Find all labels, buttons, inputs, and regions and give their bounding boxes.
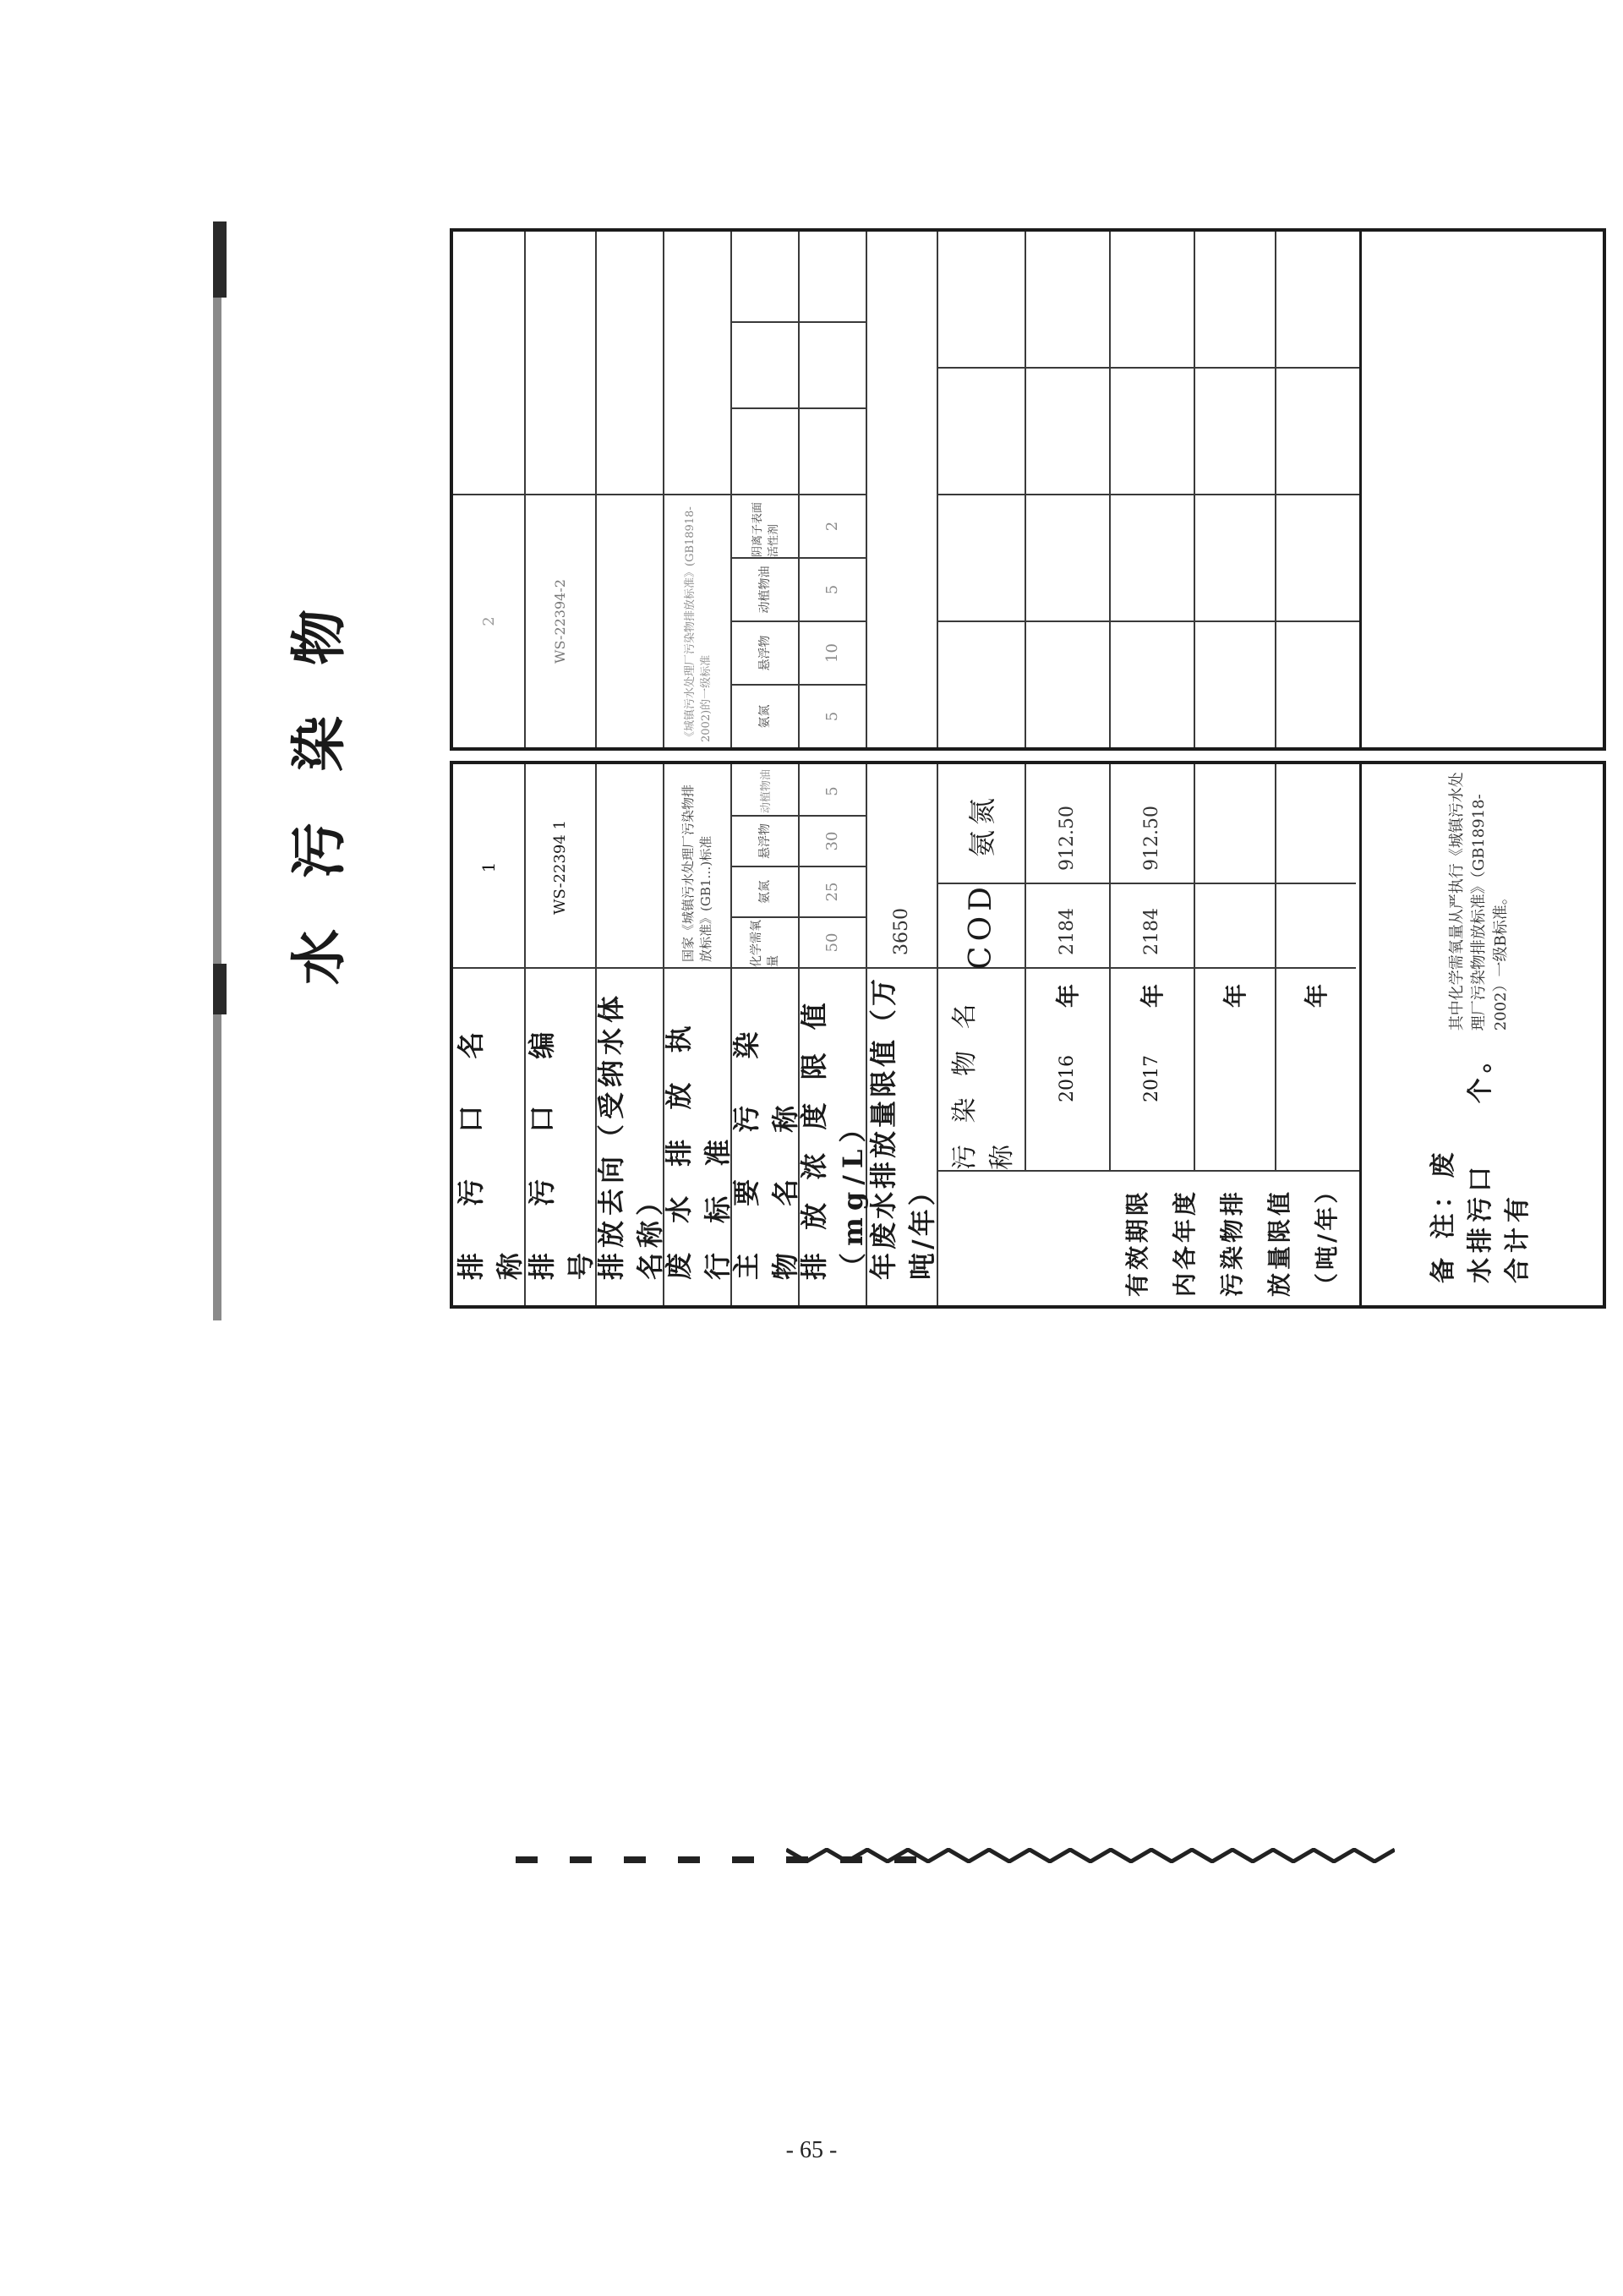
r-pol-blank-3 [730,235,798,321]
year-suffix-2016: 年 [1054,984,1082,1009]
label-concentration: 排 放 浓 度 限 值（mg/L） [798,967,866,1305]
label-annual-volume: 年废水排放量限值（万吨/年） [866,967,937,1305]
annual-row-blank-1 [1194,764,1276,1170]
value-receiving-water-1 [595,768,663,967]
value-annual-volume: 3650 [890,908,912,955]
r-row-concentration [798,232,867,747]
annual-limits-block [937,764,1362,1305]
year-2016: 2016 [1056,1055,1078,1102]
label-standard: 废 水 排 放 执 行 标 准 [663,967,730,1305]
r-grid-col-2 [937,494,1359,620]
row-pollutants [730,764,800,1305]
r-row-receiving [595,232,664,747]
r-row-standard [663,232,732,747]
value-standard-2: 《城镇污水处理厂污染物排放标准》(GB18918-2002)的一级标准 [663,494,730,747]
r-pol-blank-1 [730,407,798,494]
conc-2-4: 2 [798,494,866,557]
col-cod-header: COD [937,883,1025,967]
nh3-blank-2 [1275,768,1356,883]
row-standard [663,764,732,1305]
pollutant-1-2: 氨氮 [730,866,798,916]
pollutant-2-2: 悬浮物 [730,620,798,684]
value-outlet-name-2: 2 [453,494,524,747]
cod-2017: 2184 [1109,883,1194,967]
rotated-permit-page [213,218,1623,1326]
col-nh3-header: 氨氮 [966,793,998,858]
conc-1-3: 30 [798,815,866,866]
r-blank-receiving [595,235,663,494]
value-standard-1: 国家《城镇污水处理厂污染物排放标准》(GB1…)标准 [680,784,713,962]
r-conc-blank-1 [798,407,866,494]
value-outlet-code-1: WS-22394 1 [550,820,569,916]
r-grid-col-3 [937,367,1359,494]
year-suffix-2017: 年 [1139,984,1167,1009]
value-receiving-water-2 [595,494,663,747]
row-receiving-water [595,764,664,1305]
r-grid-col-1 [937,620,1359,747]
r-row-annual-volume [866,232,938,747]
year-suffix-blank-2: 年 [1303,984,1331,1009]
annual-row-blank-2 [1275,764,1356,1170]
pollutant-1-4: 动植物油 [759,769,773,814]
r-row-outlet-name [453,232,526,747]
r-row-outlet-code [524,232,597,747]
year-suffix-blank-1: 年 [1221,984,1249,1009]
conc-1-4: 5 [822,786,841,796]
value-outlet-name-1: 1 [478,861,499,873]
nh3-blank-1 [1194,768,1275,883]
label-receiving-water: 排放去向（受纳水体名称） [595,967,663,1305]
conc-2-1: 5 [798,684,866,747]
pollutant-2-4: 阴离子表面活性剂 [730,494,798,557]
permit-table-left [450,761,1606,1309]
r-conc-blank-2 [798,321,866,407]
cod-2016: 2184 [1025,883,1109,967]
annual-row-2016 [1025,764,1111,1170]
nh3-2016: 912.50 [1056,806,1078,871]
row-outlet-name [453,764,526,1305]
year-cell-2016 [1025,967,1109,1170]
page-title: 水污染物 [286,559,352,985]
row-annual-volume [866,764,938,1305]
conc-1-2: 25 [798,866,866,916]
footnote-detail: 其中化学需氧量从严执行《城镇污水处理厂污染物排放标准》（GB18918-2002）一级B标准。 [1448,772,1510,1031]
value-outlet-code-2: WS-22394-2 [524,494,595,747]
r-pol-blank-2 [730,321,798,407]
footnote-count-tail: 个。 [1466,1042,1495,1104]
pollutant-1-3: 悬浮物 [730,815,798,866]
permit-table-right [450,228,1606,751]
year-cell-blank-2 [1275,967,1356,1170]
annual-limits-name-header: 污 染 物 名 称 [937,967,1025,1170]
scan-zigzag [786,1848,1395,1863]
cod-blank-2 [1275,883,1356,967]
r-row-pollutants [730,232,800,747]
row-concentration [798,764,867,1305]
r-blank-standard [663,235,730,494]
footnote-label: 备 注：废水排污口合计有 [1429,1147,1533,1283]
conc-2-2: 10 [798,620,866,684]
conc-1-1: 50 [798,916,866,967]
label-pollutants: 主 要 污 染 物 名 称 [730,967,798,1305]
page-number: - 65 - [785,2137,838,2163]
r-annual-limits-grid [937,232,1362,747]
label-outlet-name: 排 污 口 名 称 [453,967,524,1305]
r-footnote-row [1359,232,1596,747]
nh3-2017: 912.50 [1140,806,1162,871]
conc-2-3: 5 [798,557,866,620]
label-outlet-code: 排 污 口 编 号 [524,967,595,1305]
annual-limits-header [937,764,1026,1170]
footnote-row [1359,764,1596,1305]
cod-blank-1 [1194,883,1275,967]
annual-limits-group-label: 有效期限内各年度污染物排放量限值（吨/年） [937,1170,1359,1305]
pollutant-1-1: 化学需氧量 [730,916,798,967]
r-blank-code [524,235,595,494]
pollutant-2-3: 动植物油 [730,557,798,620]
year-cell-blank-1 [1194,967,1275,1170]
year-cell-2017 [1109,967,1194,1170]
row-outlet-code [524,764,597,1305]
r-conc-blank-3 [798,235,866,321]
annual-row-2017 [1109,764,1195,1170]
year-2017: 2017 [1140,1055,1162,1102]
pollutant-2-1: 氨氮 [730,684,798,747]
r-blank-name [453,235,524,494]
r-vol-blank [866,235,937,747]
